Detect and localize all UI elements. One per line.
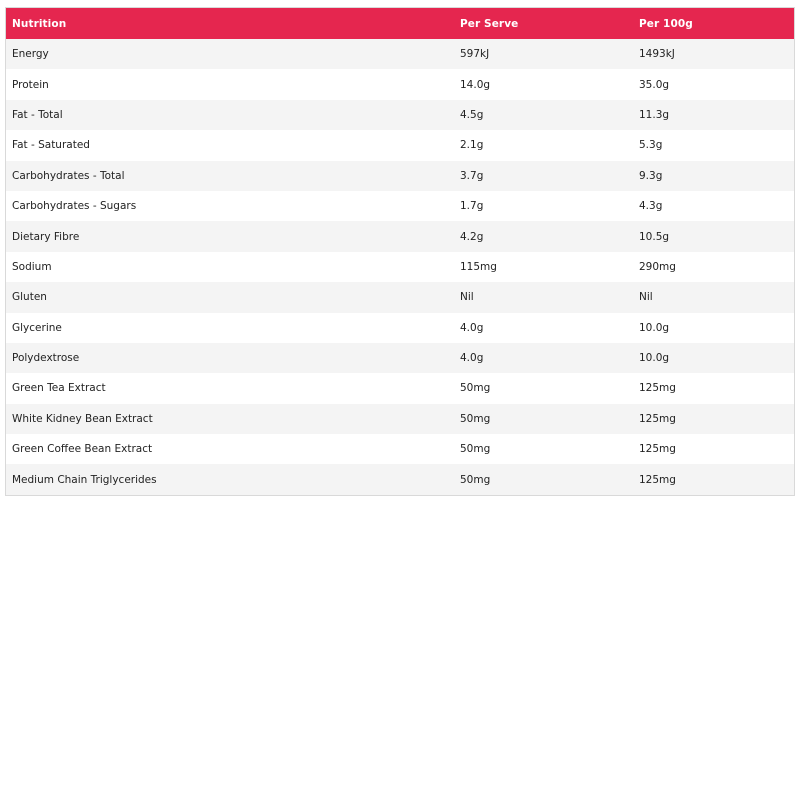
per-100g-value: 4.3g (639, 200, 663, 213)
per-100g-value: Nil (639, 291, 653, 304)
nutrient-name: Gluten (12, 291, 47, 304)
per-100g-value: 125mg (639, 412, 676, 425)
per-100g-value: 5.3g (639, 139, 663, 152)
per-serve-value: 50mg (460, 382, 491, 395)
per-100g-value: 1493kJ (639, 48, 675, 61)
per-serve-value: 14.0g (460, 78, 491, 91)
table-row (6, 39, 794, 69)
nutrient-name: Carbohydrates - Sugars (12, 200, 137, 213)
nutrient-name: Carbohydrates - Total (12, 169, 125, 182)
table-row (6, 252, 794, 282)
header-per-serve: Per Serve (460, 17, 519, 30)
per-100g-value: 11.3g (639, 108, 670, 121)
table-row (6, 191, 794, 221)
nutrition-table (6, 8, 794, 495)
table-row (6, 464, 794, 494)
table-row (6, 343, 794, 373)
per-serve-value: 115mg (460, 260, 497, 273)
table-row (6, 313, 794, 343)
per-serve-value: Nil (460, 291, 474, 304)
header-row (6, 8, 794, 39)
nutrient-name: Energy (12, 48, 49, 61)
per-serve-value: 597kJ (460, 48, 490, 61)
table-row (6, 161, 794, 191)
per-100g-value: 10.5g (639, 230, 670, 243)
per-serve-value: 4.0g (460, 321, 484, 334)
table-row (6, 282, 794, 312)
table-row (6, 404, 794, 434)
per-serve-value: 2.1g (460, 139, 484, 152)
table-row (6, 373, 794, 403)
table-row (6, 221, 794, 251)
header-per-100g: Per 100g (639, 17, 693, 30)
nutrient-name: White Kidney Bean Extract (12, 412, 153, 425)
per-100g-value: 290mg (639, 260, 676, 273)
nutrient-name: Dietary Fibre (12, 230, 80, 243)
per-100g-value: 10.0g (639, 352, 670, 365)
per-100g-value: 125mg (639, 443, 676, 456)
table-row (6, 100, 794, 130)
nutrient-name: Green Coffee Bean Extract (12, 443, 153, 456)
nutrition-table-header (6, 8, 794, 39)
nutrient-name: Sodium (12, 260, 52, 273)
nutrient-name: Fat - Saturated (12, 139, 90, 152)
per-100g-value: 125mg (639, 473, 676, 486)
nutrient-name: Green Tea Extract (12, 382, 106, 395)
per-serve-value: 4.5g (460, 108, 484, 121)
table-row (6, 69, 794, 99)
nutrient-name: Medium Chain Triglycerides (12, 473, 157, 486)
per-serve-value: 4.0g (460, 352, 484, 365)
nutrition-table-container (5, 7, 795, 496)
table-row (6, 434, 794, 464)
nutrient-name: Polydextrose (12, 352, 80, 365)
nutrient-name: Glycerine (12, 321, 62, 334)
per-serve-value: 50mg (460, 473, 491, 486)
per-serve-value: 4.2g (460, 230, 484, 243)
header-nutrition: Nutrition (12, 17, 67, 30)
table-row (6, 130, 794, 160)
per-serve-value: 3.7g (460, 169, 484, 182)
per-serve-value: 50mg (460, 443, 491, 456)
per-100g-value: 35.0g (639, 78, 670, 91)
nutrition-table-body (6, 39, 794, 495)
nutrient-name: Protein (12, 78, 49, 91)
nutrient-name: Fat - Total (12, 108, 63, 121)
per-serve-value: 1.7g (460, 200, 484, 213)
per-100g-value: 10.0g (639, 321, 670, 334)
per-100g-value: 9.3g (639, 169, 663, 182)
per-100g-value: 125mg (639, 382, 676, 395)
per-serve-value: 50mg (460, 412, 491, 425)
